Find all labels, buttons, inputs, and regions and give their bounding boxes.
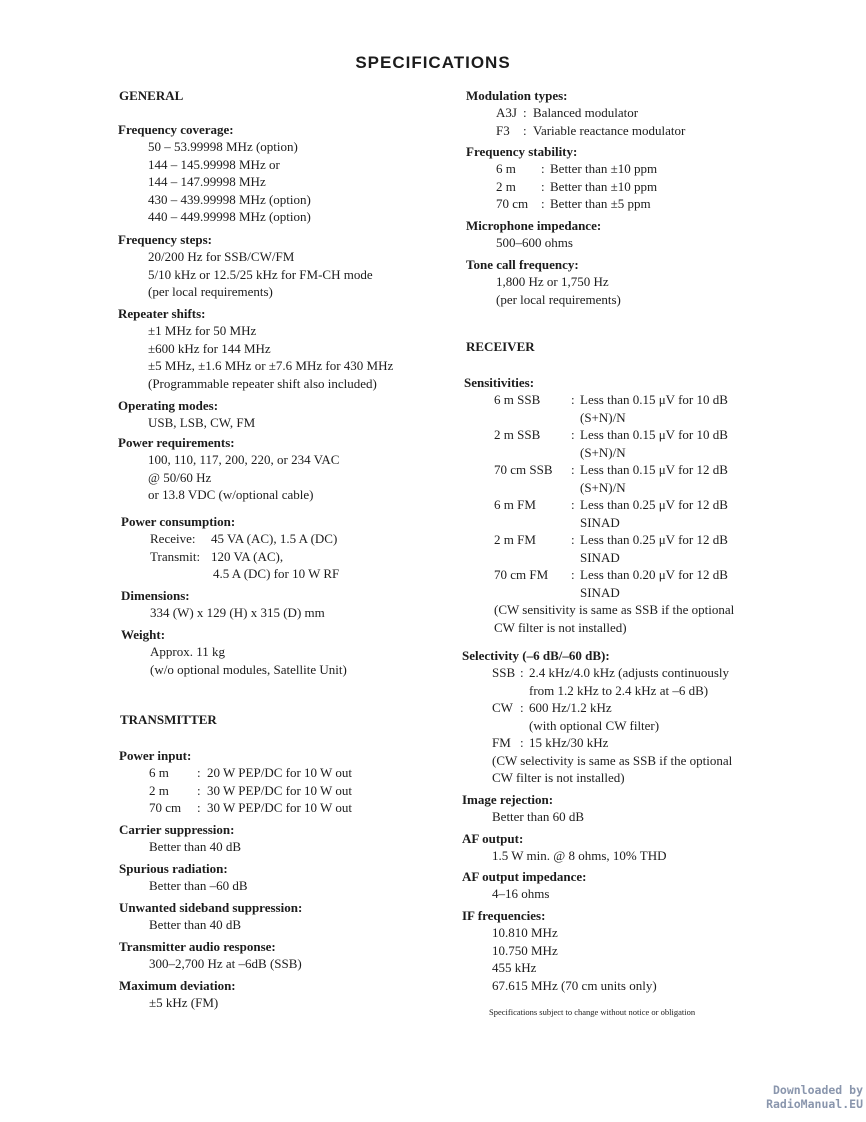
power-input-row: 6 m : 20 W PEP/DC for 10 W out: [149, 765, 352, 780]
frequency-stability: [466, 143, 657, 213]
value: Less than 0.25 μV for 12 dB: [580, 532, 728, 547]
spec-line: ±5 MHz, ±1.6 MHz or ±7.6 MHz for 430 MHz: [148, 358, 394, 373]
value: Better than ±10 ppm: [550, 161, 658, 176]
sensitivities: [464, 374, 734, 636]
mod-type: F3: [496, 122, 510, 138]
sub-value: SINAD: [580, 549, 620, 565]
spec-line: USB, LSB, CW, FM: [148, 415, 256, 430]
dimensions-label: Dimensions:: [121, 588, 190, 603]
freq-coverage-label: Frequency coverage:: [118, 122, 234, 137]
mode: 70 cm SSB: [494, 462, 553, 477]
value: Less than 0.15 μV for 12 dB: [580, 462, 728, 477]
stability-row: 6 m : Better than ±10 ppm: [496, 161, 658, 176]
spec-line: ±5 kHz (FM): [149, 995, 219, 1010]
af-output: [462, 830, 666, 865]
spec-line: Better than 40 dB: [149, 917, 242, 932]
carrier-suppression-label: Carrier suppression:: [119, 822, 235, 837]
tone-call-frequency-label: Tone call frequency:: [466, 257, 579, 272]
microphone-impedance-label: Microphone impedance:: [466, 218, 602, 233]
value: 600 Hz/1.2 kHz: [529, 700, 612, 715]
selectivity-label: Selectivity (–6 dB/–60 dB):: [462, 648, 610, 663]
weight: [121, 626, 347, 678]
page-title: SPECIFICATIONS: [355, 53, 511, 72]
stability-row: 2 m : Better than ±10 ppm: [496, 178, 658, 194]
freq-steps: [118, 231, 373, 301]
value: Better than ±5 ppm: [550, 196, 651, 211]
mode: 6 m FM: [494, 497, 536, 512]
value: 2.4 kHz/4.0 kHz (adjusts continuously: [529, 665, 730, 680]
watermark-line-2: RadioManual.EU: [766, 1097, 863, 1111]
spec-line: Better than 60 dB: [492, 809, 585, 824]
frequency-stability-label: Frequency stability:: [466, 144, 578, 159]
sensitivity-row: 2 m FM : Less than 0.25 μV for 12 dB: [494, 532, 728, 547]
receiver-heading: RECEIVER: [466, 339, 535, 354]
selectivity-note: CW filter is not installed): [492, 770, 625, 785]
stability-row: 70 cm : Better than ±5 ppm: [496, 196, 651, 211]
spec-line: ±1 MHz for 50 MHz: [148, 323, 257, 338]
mode: 2 m SSB: [494, 427, 541, 442]
spec-line: Better than 40 dB: [149, 839, 242, 854]
sub-value: (S+N)/N: [580, 479, 626, 495]
sideband-suppression: [119, 899, 302, 934]
weight-label: Weight:: [121, 627, 166, 642]
selectivity-row: FM : 15 kHz/30 kHz: [492, 735, 609, 750]
transmit-value-2: 4.5 A (DC) for 10 W RF: [213, 566, 340, 581]
spec-line: (Programmable repeater shift also included): [148, 375, 377, 391]
band: 6 m: [149, 765, 169, 780]
mode: CW: [492, 700, 513, 715]
disclaimer: Specifications subject to change without notice or obligation: [489, 1007, 696, 1017]
power-input-label: Power input:: [119, 748, 192, 763]
transmit-value: 120 VA (AC),: [211, 548, 284, 564]
value: Better than ±10 ppm: [550, 178, 658, 194]
max-deviation-label: Maximum deviation:: [119, 978, 236, 993]
sideband-suppression-label: Unwanted sideband suppression:: [119, 900, 303, 915]
sensitivity-row: 2 m SSB : Less than 0.15 μV for 10 dB: [494, 427, 728, 442]
power-input: [119, 747, 352, 817]
repeater-shifts: [118, 305, 393, 392]
spec-line: 1,800 Hz or 1,750 Hz: [496, 274, 609, 289]
if-frequencies: [462, 907, 657, 994]
power-consumption-label: Power consumption:: [121, 514, 236, 529]
sub-value: (with optional CW filter): [529, 717, 660, 733]
modulation-types-label: Modulation types:: [466, 88, 568, 103]
value: Less than 0.20 μV for 12 dB: [580, 567, 728, 582]
audio-response: [119, 938, 302, 973]
spec-line: 20/200 Hz for SSB/CW/FM: [148, 249, 295, 264]
transmit-label: Transmit:: [150, 548, 201, 564]
value: Less than 0.15 μV for 10 dB: [580, 392, 728, 407]
selectivity-row: CW : 600 Hz/1.2 kHz: [492, 700, 612, 715]
spurious-radiation-label: Spurious radiation:: [119, 861, 228, 876]
spec-line: Better than –60 dB: [149, 878, 248, 893]
download-watermark: [766, 1083, 863, 1111]
freq-coverage: [118, 121, 311, 226]
spec-line: 300–2,700 Hz at –6dB (SSB): [149, 956, 302, 971]
band: 70 cm: [149, 800, 182, 815]
power-requirements: [118, 434, 339, 504]
af-output-label: AF output:: [462, 831, 524, 846]
audio-response-label: Transmitter audio response:: [119, 939, 276, 954]
af-output-impedance-label: AF output impedance:: [462, 869, 587, 884]
mode: 70 cm FM: [494, 567, 549, 582]
sensitivity-row: 70 cm FM : Less than 0.20 μV for 12 dB: [494, 567, 728, 582]
operating-modes: [118, 397, 255, 432]
spec-line: 4–16 ohms: [492, 886, 550, 901]
sub-value: from 1.2 kHz to 2.4 kHz at –6 dB): [529, 682, 709, 698]
value: 20 W PEP/DC for 10 W out: [207, 765, 352, 780]
spec-line: 50 – 53.99998 MHz (option): [148, 139, 298, 154]
spec-line: 455 kHz: [492, 960, 537, 975]
value: Less than 0.25 μV for 12 dB: [580, 497, 728, 512]
image-rejection-label: Image rejection:: [462, 792, 554, 807]
spec-line: (per local requirements): [148, 284, 273, 299]
mode: 2 m FM: [494, 532, 536, 547]
spec-line: (per local requirements): [496, 291, 621, 307]
microphone-impedance: [466, 217, 601, 252]
spec-line: 334 (W) x 129 (H) x 315 (D) mm: [150, 605, 325, 620]
spec-line: 67.615 MHz (70 cm units only): [492, 977, 657, 993]
sub-value: (S+N)/N: [580, 444, 626, 460]
band: 70 cm: [496, 196, 529, 211]
repeater-shifts-label: Repeater shifts:: [118, 306, 206, 321]
receive-row: [121, 530, 339, 548]
max-deviation: [119, 977, 236, 1012]
spec-line: 144 – 145.99998 MHz or: [148, 156, 280, 172]
sensitivity-row: 6 m SSB : Less than 0.15 μV for 10 dB: [494, 392, 728, 407]
sensitivity-note: CW filter is not installed): [494, 619, 627, 635]
af-output-impedance: [462, 868, 586, 903]
receive-label: Receive:: [150, 531, 196, 546]
value: 15 kHz/30 kHz: [529, 735, 609, 750]
selectivity: [462, 647, 732, 787]
mod-value: Variable reactance modulator: [533, 122, 686, 138]
spec-line: (w/o optional modules, Satellite Unit): [150, 661, 347, 677]
mode: FM: [492, 735, 511, 750]
operating-modes-label: Operating modes:: [118, 398, 219, 413]
selectivity-note: (CW selectivity is same as SSB if the optional: [492, 752, 733, 768]
image-rejection: [462, 791, 584, 826]
if-frequencies-label: IF frequencies:: [462, 908, 546, 923]
modulation-types: [466, 87, 685, 139]
modulation-row: A3J : Balanced modulator: [496, 105, 639, 120]
spec-line: 5/10 kHz or 12.5/25 kHz for FM-CH mode: [148, 266, 373, 282]
spec-line: 144 – 147.99998 MHz: [148, 174, 266, 189]
selectivity-row: SSB : 2.4 kHz/4.0 kHz (adjusts continuously: [492, 665, 730, 680]
mod-type: A3J: [496, 105, 517, 120]
watermark-line-1: Downloaded by: [772, 1083, 863, 1097]
power-input-row: 2 m : 30 W PEP/DC for 10 W out: [149, 782, 352, 798]
spec-line: 10.810 MHz: [492, 925, 558, 940]
spec-line: Approx. 11 kg: [150, 644, 225, 659]
general-heading: GENERAL: [119, 88, 184, 103]
spec-line: 10.750 MHz: [492, 942, 558, 958]
spec-line: or 13.8 VDC (w/optional cable): [148, 487, 314, 502]
value: 30 W PEP/DC for 10 W out: [207, 782, 352, 798]
sub-value: SINAD: [580, 514, 620, 530]
sensitivity-row: 70 cm SSB : Less than 0.15 μV for 12 dB: [494, 462, 728, 477]
value: 30 W PEP/DC for 10 W out: [207, 800, 352, 815]
transmitter-heading: TRANSMITTER: [120, 712, 217, 727]
spec-line: ±600 kHz for 144 MHz: [148, 340, 271, 356]
mode: SSB: [492, 665, 516, 680]
spec-line: 500–600 ohms: [496, 235, 573, 250]
spec-line: 1.5 W min. @ 8 ohms, 10% THD: [492, 848, 667, 863]
band: 2 m: [496, 178, 516, 194]
sensitivities-label: Sensitivities:: [464, 375, 535, 390]
value: Less than 0.15 μV for 10 dB: [580, 427, 728, 442]
spec-line: @ 50/60 Hz: [148, 469, 212, 485]
freq-steps-label: Frequency steps:: [118, 232, 213, 247]
power-input-row: 70 cm : 30 W PEP/DC for 10 W out: [149, 800, 352, 815]
mod-value: Balanced modulator: [533, 105, 639, 120]
sensitivity-row: 6 m FM : Less than 0.25 μV for 12 dB: [494, 497, 728, 512]
tone-call-frequency: [466, 256, 621, 308]
spec-line: 100, 110, 117, 200, 220, or 234 VAC: [148, 452, 340, 467]
dimensions: [121, 587, 325, 622]
mode: 6 m SSB: [494, 392, 541, 407]
sensitivity-note: (CW sensitivity is same as SSB if the optional: [494, 602, 735, 617]
spec-line: 440 – 449.99998 MHz (option): [148, 209, 311, 224]
receive-value: 45 VA (AC), 1.5 A (DC): [211, 531, 338, 546]
transmit-row: [121, 548, 339, 566]
sub-value: (S+N)/N: [580, 409, 626, 425]
modulation-row: F3 : Variable reactance modulator: [496, 122, 686, 138]
band: 2 m: [149, 782, 169, 798]
spurious-radiation: [119, 860, 248, 895]
sub-value: SINAD: [580, 584, 620, 600]
power-requirements-label: Power requirements:: [118, 435, 235, 450]
band: 6 m: [496, 161, 516, 176]
power-consumption: [121, 513, 339, 583]
spec-line: 430 – 439.99998 MHz (option): [148, 191, 311, 207]
carrier-suppression: [119, 821, 241, 856]
